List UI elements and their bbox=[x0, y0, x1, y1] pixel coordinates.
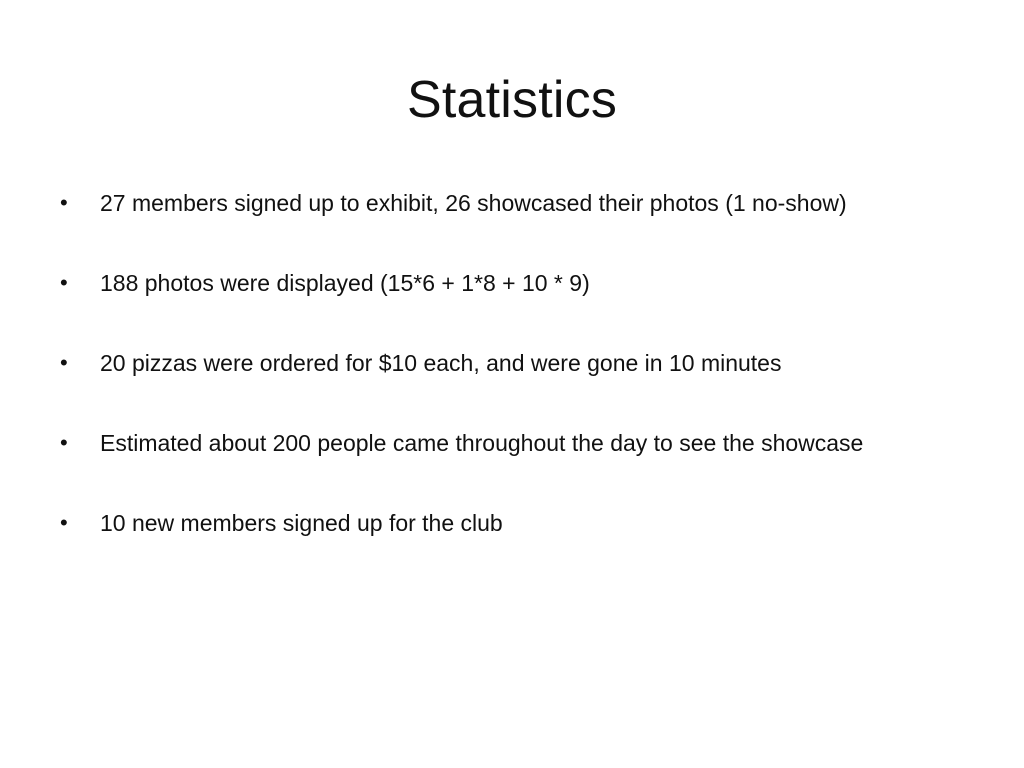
bullet-item bbox=[60, 342, 1000, 422]
bullet-dot-icon: • bbox=[60, 190, 68, 215]
bullet-dot-icon: • bbox=[60, 510, 68, 535]
bullet-text: 27 members signed up to exhibit, 26 showcased their photos (1 no-show) bbox=[100, 190, 847, 216]
slide-title: Statistics bbox=[406, 71, 618, 129]
bullet-dot-icon: • bbox=[60, 270, 68, 295]
bullet-dot-icon: • bbox=[60, 350, 68, 375]
bullet-list bbox=[60, 182, 1000, 582]
bullet-item bbox=[60, 262, 1000, 342]
bullet-text: 10 new members signed up for the club bbox=[100, 510, 503, 536]
bullet-text: 188 photos were displayed (15*6 + 1*8 + 10 * 9) bbox=[100, 270, 590, 296]
bullet-item bbox=[60, 422, 1000, 502]
bullet-item bbox=[60, 182, 1000, 262]
bullet-text: 20 pizzas were ordered for $10 each, and were gone in 10 minutes bbox=[100, 350, 782, 376]
bullet-dot-icon: • bbox=[60, 430, 68, 455]
bullet-text: Estimated about 200 people came throughout the day to see the showcase bbox=[100, 430, 864, 456]
bullet-item bbox=[60, 502, 1000, 582]
